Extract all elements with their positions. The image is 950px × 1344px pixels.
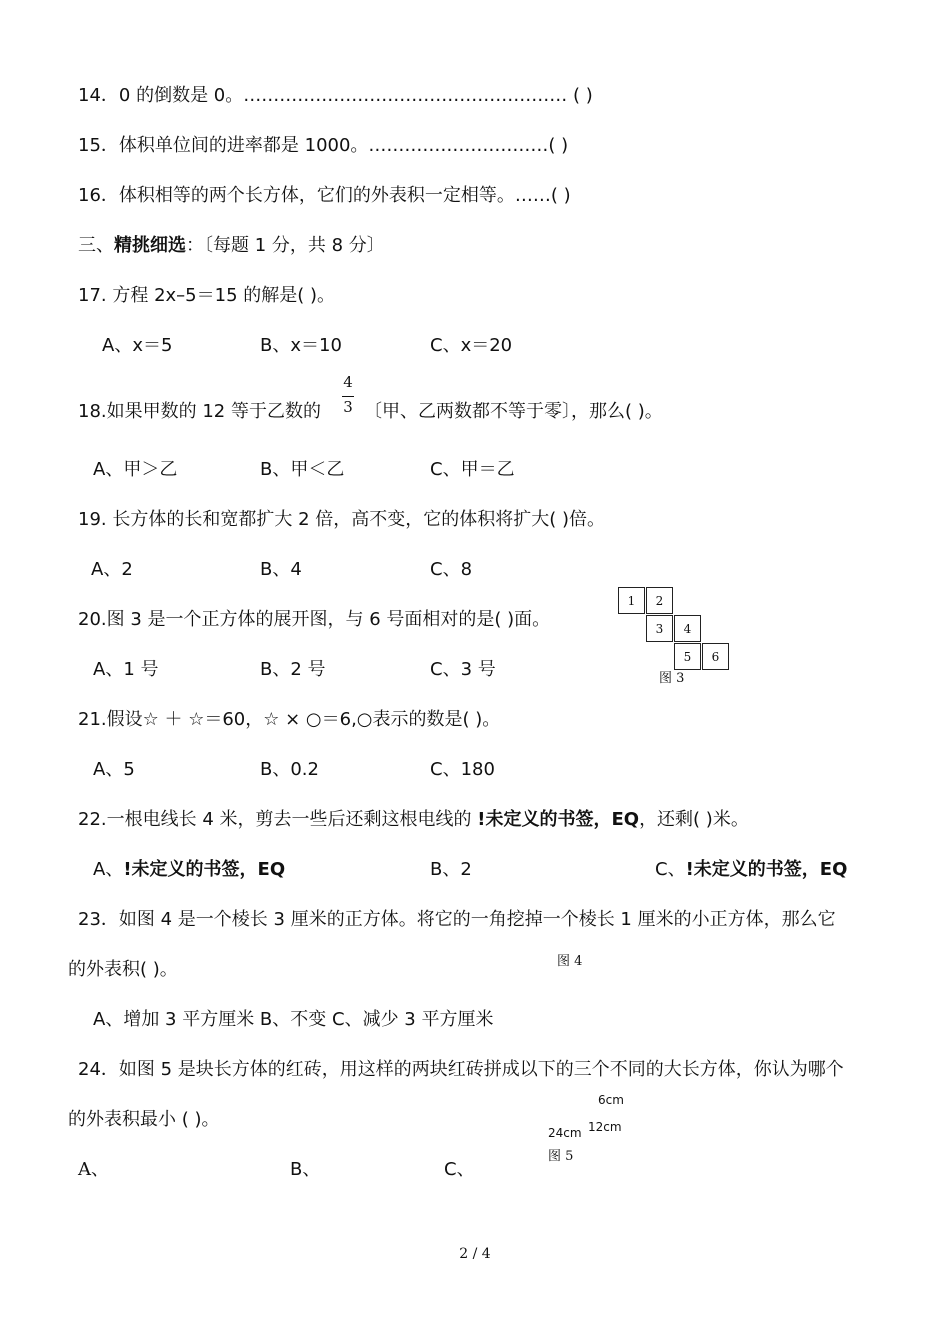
- question-24-line-2: 的外表积最小 ( )。: [68, 1109, 220, 1130]
- q22-option-a: [93, 858, 285, 882]
- question-19: 19. 长方体的长和宽都扩大 2 倍，高不变，它的体积将扩大( )倍。: [78, 509, 606, 530]
- figure-3-caption: 图 3: [659, 671, 685, 686]
- section-3-title: 精挑细选: [114, 235, 186, 256]
- net-cell-4: 4: [674, 615, 701, 642]
- net-cell-3: 3: [646, 615, 673, 642]
- question-15: 15．体积单位间的进率都是 1000。…………………………( ): [78, 135, 569, 156]
- q17-option-c: C、x＝20: [430, 335, 513, 356]
- net-cell-2: 2: [646, 587, 673, 614]
- q19-option-b: B、4: [260, 559, 302, 580]
- q20-option-a: A、1 号: [93, 659, 159, 680]
- brick-dimension-24cm: 24cm: [548, 1126, 582, 1140]
- q18-fraction-bar: [342, 396, 354, 397]
- page-number: 2 / 4: [459, 1246, 491, 1262]
- figure-4-caption: 图 4: [557, 954, 583, 969]
- q18-fraction-numerator: 4: [343, 373, 353, 391]
- q22-option-c: [655, 858, 847, 882]
- q22-stem: 22.一根电线长 4 米，剪去一些后还剩这根电线的: [78, 809, 478, 830]
- question-23-line-1: 23．如图 4 是一个棱长 3 厘米的正方体。将它的一角挖掉一个棱长 1 厘米的小正方体，那么它: [78, 909, 836, 930]
- q22-field-error: !未定义的书签，EQ: [477, 809, 640, 830]
- q22-stem-end: ，还剩( )米。: [639, 809, 749, 830]
- q22-option-a-error: !未定义的书签，EQ: [123, 859, 286, 880]
- q19-option-c: C、8: [430, 559, 473, 580]
- question-22: [78, 808, 749, 832]
- q19-option-a: A、2: [91, 559, 133, 580]
- q22-option-a-prefix: A、: [93, 859, 124, 880]
- q23-options: A、增加 3 平方厘米 B、不变 C、减少 3 平方厘米: [93, 1009, 494, 1030]
- brick-dimension-6cm: 6cm: [598, 1093, 624, 1107]
- question-18-stem-end: 〔甲、乙两数都不等于零〕，那么( )。: [364, 401, 663, 422]
- q24-option-b: B、: [290, 1159, 321, 1180]
- question-14: 14．0 的倒数是 0。……………………………………………… ( ): [78, 85, 593, 106]
- question-18-stem: 18.如果甲数的 12 等于乙数的: [78, 401, 321, 422]
- question-24-line-1: 24．如图 5 是块长方体的红砖，用这样的两块红砖拼成以下的三个不同的大长方体，你认为哪个: [78, 1059, 844, 1080]
- q21-option-c: C、180: [430, 759, 495, 780]
- q20-option-c: C、3 号: [430, 659, 496, 680]
- q18-option-a: A、甲＞乙: [93, 459, 178, 480]
- q17-option-a: A、x＝5: [102, 335, 173, 356]
- q22-option-b: B、2: [430, 859, 472, 880]
- section-3-rules: ：〔每题 1 分，共 8 分〕: [186, 235, 385, 256]
- question-20: 20.图 3 是一个正方体的展开图，与 6 号面相对的是( )面。: [78, 609, 551, 630]
- q21-option-a: A、5: [93, 759, 135, 780]
- q21-option-b: B、0.2: [260, 759, 319, 780]
- brick-dimension-12cm: 12cm: [588, 1120, 622, 1134]
- q22-option-c-error: !未定义的书签，EQ: [685, 859, 848, 880]
- question-21: 21.假设☆ ＋ ☆＝60，☆ × ○＝6,○表示的数是( )。: [78, 709, 501, 730]
- q24-option-c: C、: [444, 1159, 475, 1180]
- q18-fraction-denominator: 3: [343, 398, 353, 416]
- net-cell-6: 6: [702, 643, 729, 670]
- q18-option-b: B、甲＜乙: [260, 459, 345, 480]
- q22-option-c-prefix: C、: [655, 859, 686, 880]
- q17-option-b: B、x＝10: [260, 335, 342, 356]
- net-cell-5: 5: [674, 643, 701, 670]
- q18-option-c: C、甲＝乙: [430, 459, 515, 480]
- net-cell-1: 1: [618, 587, 645, 614]
- section-3-prefix: 三、: [78, 235, 114, 256]
- q20-option-b: B、2 号: [260, 659, 326, 680]
- question-17: 17. 方程 2x–5＝15 的解是( )。: [78, 285, 336, 306]
- question-16: 16．体积相等的两个长方体，它们的外表积一定相等。……( ): [78, 185, 571, 206]
- question-23-line-2: 的外表积( )。: [68, 959, 178, 980]
- figure-5-caption: 图 5: [548, 1149, 574, 1164]
- section-3-heading: [78, 234, 385, 258]
- q24-option-a: A、: [78, 1159, 109, 1180]
